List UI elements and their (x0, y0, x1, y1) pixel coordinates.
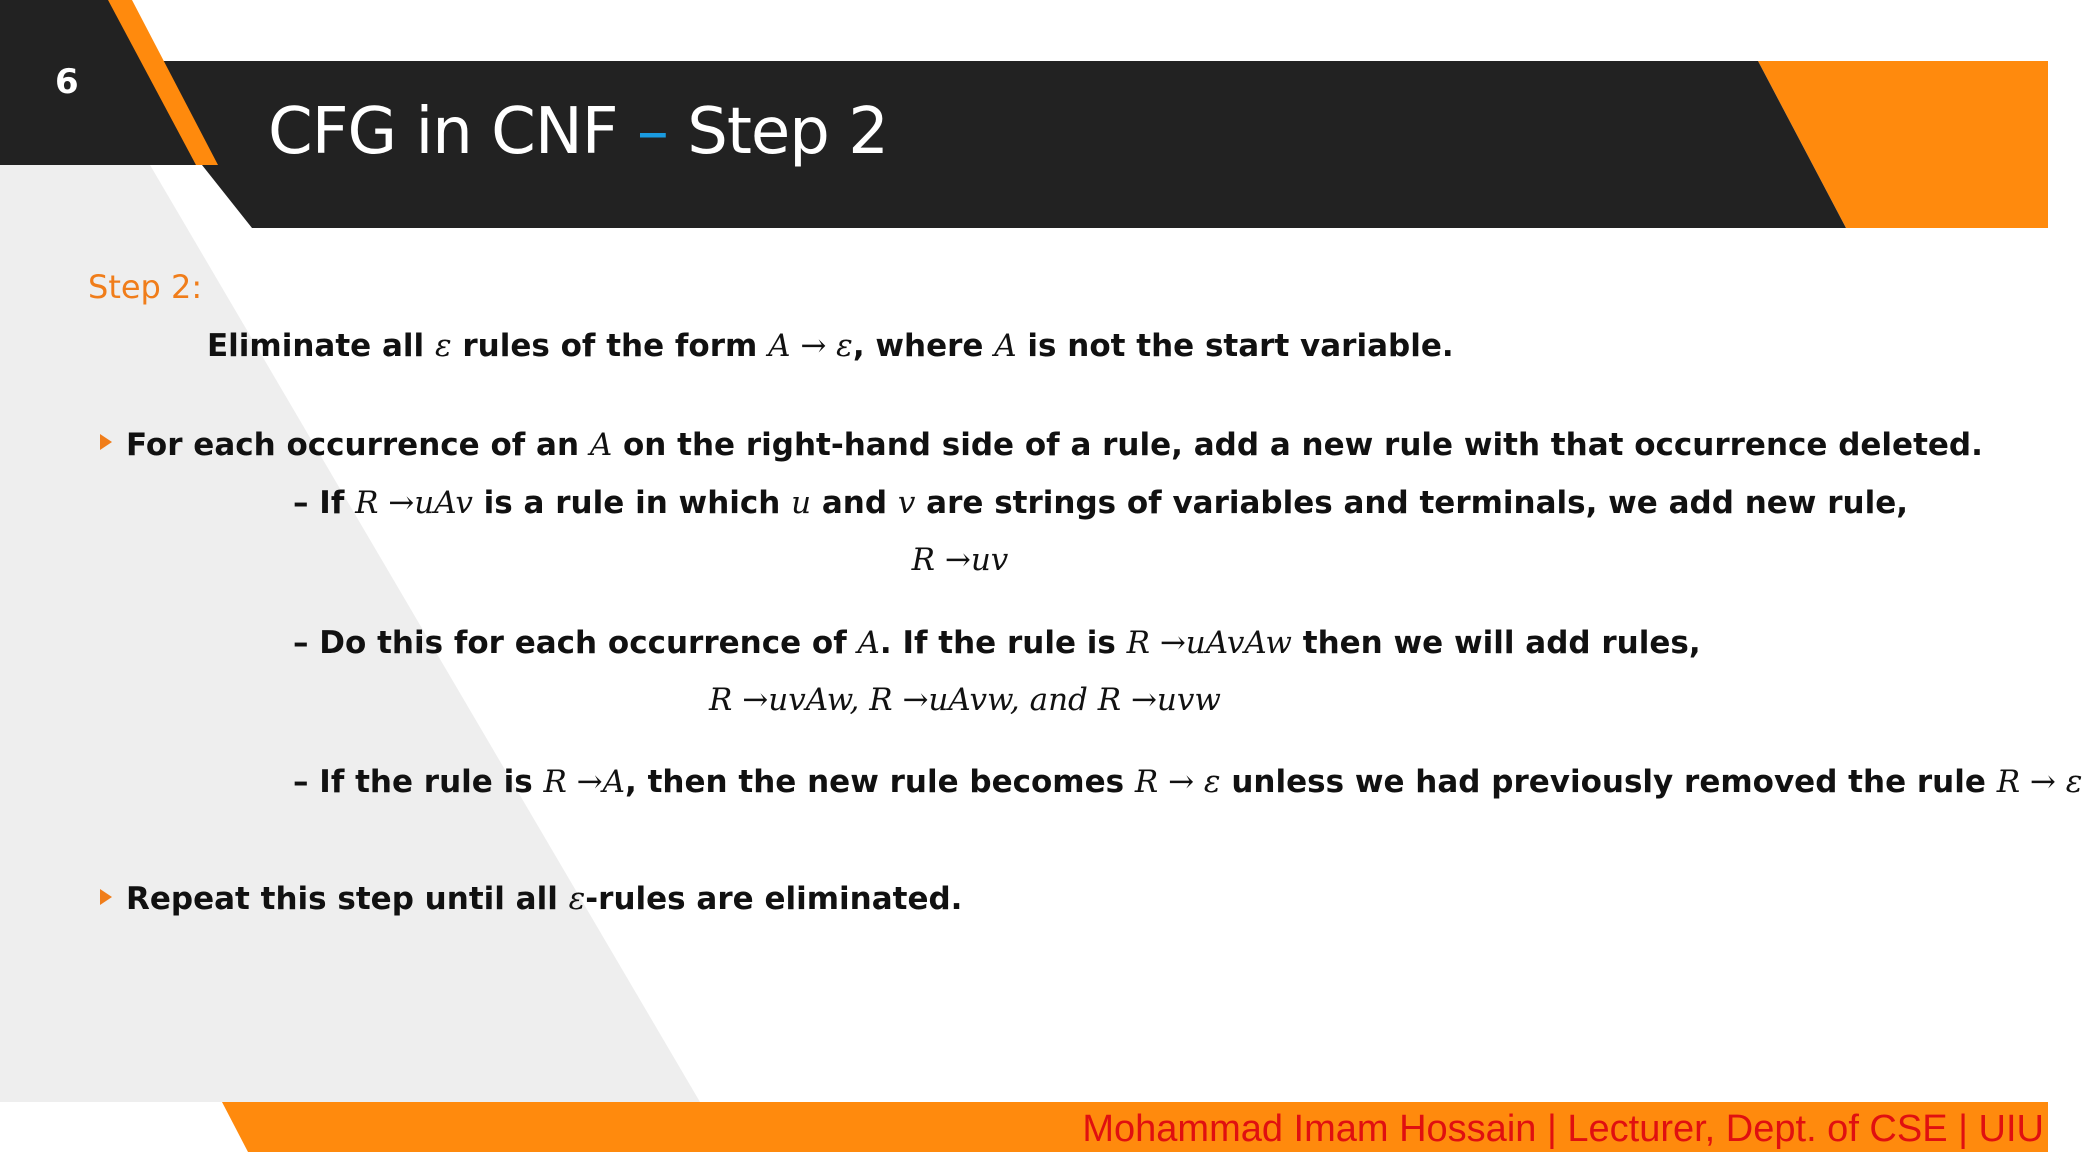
sub-text: is a rule in which (472, 485, 792, 521)
math-rule: R → ε (1996, 764, 2082, 800)
bullet-text: on the right-hand side of a rule, add a new rule with that occurrence deleted. (612, 427, 1983, 463)
sub-bullet-1 (293, 485, 1909, 521)
sub-text: then we will add rules, (1291, 625, 1701, 661)
title-main: CFG in CNF (268, 95, 618, 169)
slide-title (268, 95, 888, 169)
math-variable: A (857, 625, 880, 661)
bullet-triangle-icon (100, 434, 112, 450)
sub-text: – If the rule is (293, 764, 544, 800)
intro-text: rules of the form (451, 328, 769, 364)
bullet-text: Repeat this step until all (126, 881, 569, 917)
sub-1-result: R →uv (911, 542, 1009, 578)
title-step: Step 2 (687, 95, 888, 169)
sub-bullet-3 (293, 764, 2082, 800)
step-label: Step 2: (88, 268, 203, 306)
sub-text: – If (293, 485, 356, 521)
sub-text: unless we had previously removed the rule (1220, 764, 1997, 800)
math-variable: A (589, 427, 613, 463)
sub-text: . If the rule is (879, 625, 1127, 661)
title-dash: – (636, 95, 668, 169)
math-variable: u (791, 485, 812, 521)
intro-line (207, 328, 1454, 364)
math-rule: R → ε (1134, 764, 1221, 800)
bullet-1 (126, 427, 1983, 463)
sub-text: and (811, 485, 898, 521)
math-rule: R →uAv (355, 485, 473, 521)
bullet-text: For each occurrence of an (126, 427, 590, 463)
sub-bullet-2 (293, 625, 1701, 661)
math-variable: v (897, 485, 916, 521)
math-epsilon: ε (568, 881, 586, 917)
bullet-2 (126, 881, 963, 917)
intro-text: , where (852, 328, 995, 364)
footer-credit: Mohammad Imam Hossain | Lecturer, Dept. of CSE | UIU (1082, 1108, 2044, 1150)
intro-text: is not the start variable. (1016, 328, 1454, 364)
sub-text: – Do this for each occurrence of (293, 625, 858, 661)
intro-text: Eliminate all (207, 328, 435, 364)
math-rule: R →uAvAw (1126, 625, 1292, 661)
sub-text: are strings of variables and terminals, we add new rule, (915, 485, 1909, 521)
math-variable: A (994, 328, 1017, 364)
math-rule: R →A (543, 764, 626, 800)
slide-number: 6 (55, 62, 79, 102)
sub-2-result: R →uvAw, R →uAvw, and R →uvw (709, 682, 1221, 718)
math-epsilon: ε (434, 328, 452, 364)
bullet-text: -rules are eliminated. (585, 881, 963, 917)
bullet-triangle-icon (100, 889, 112, 905)
sub-text: , then the new rule becomes (625, 764, 1135, 800)
math-rule: A → ε (768, 328, 853, 364)
